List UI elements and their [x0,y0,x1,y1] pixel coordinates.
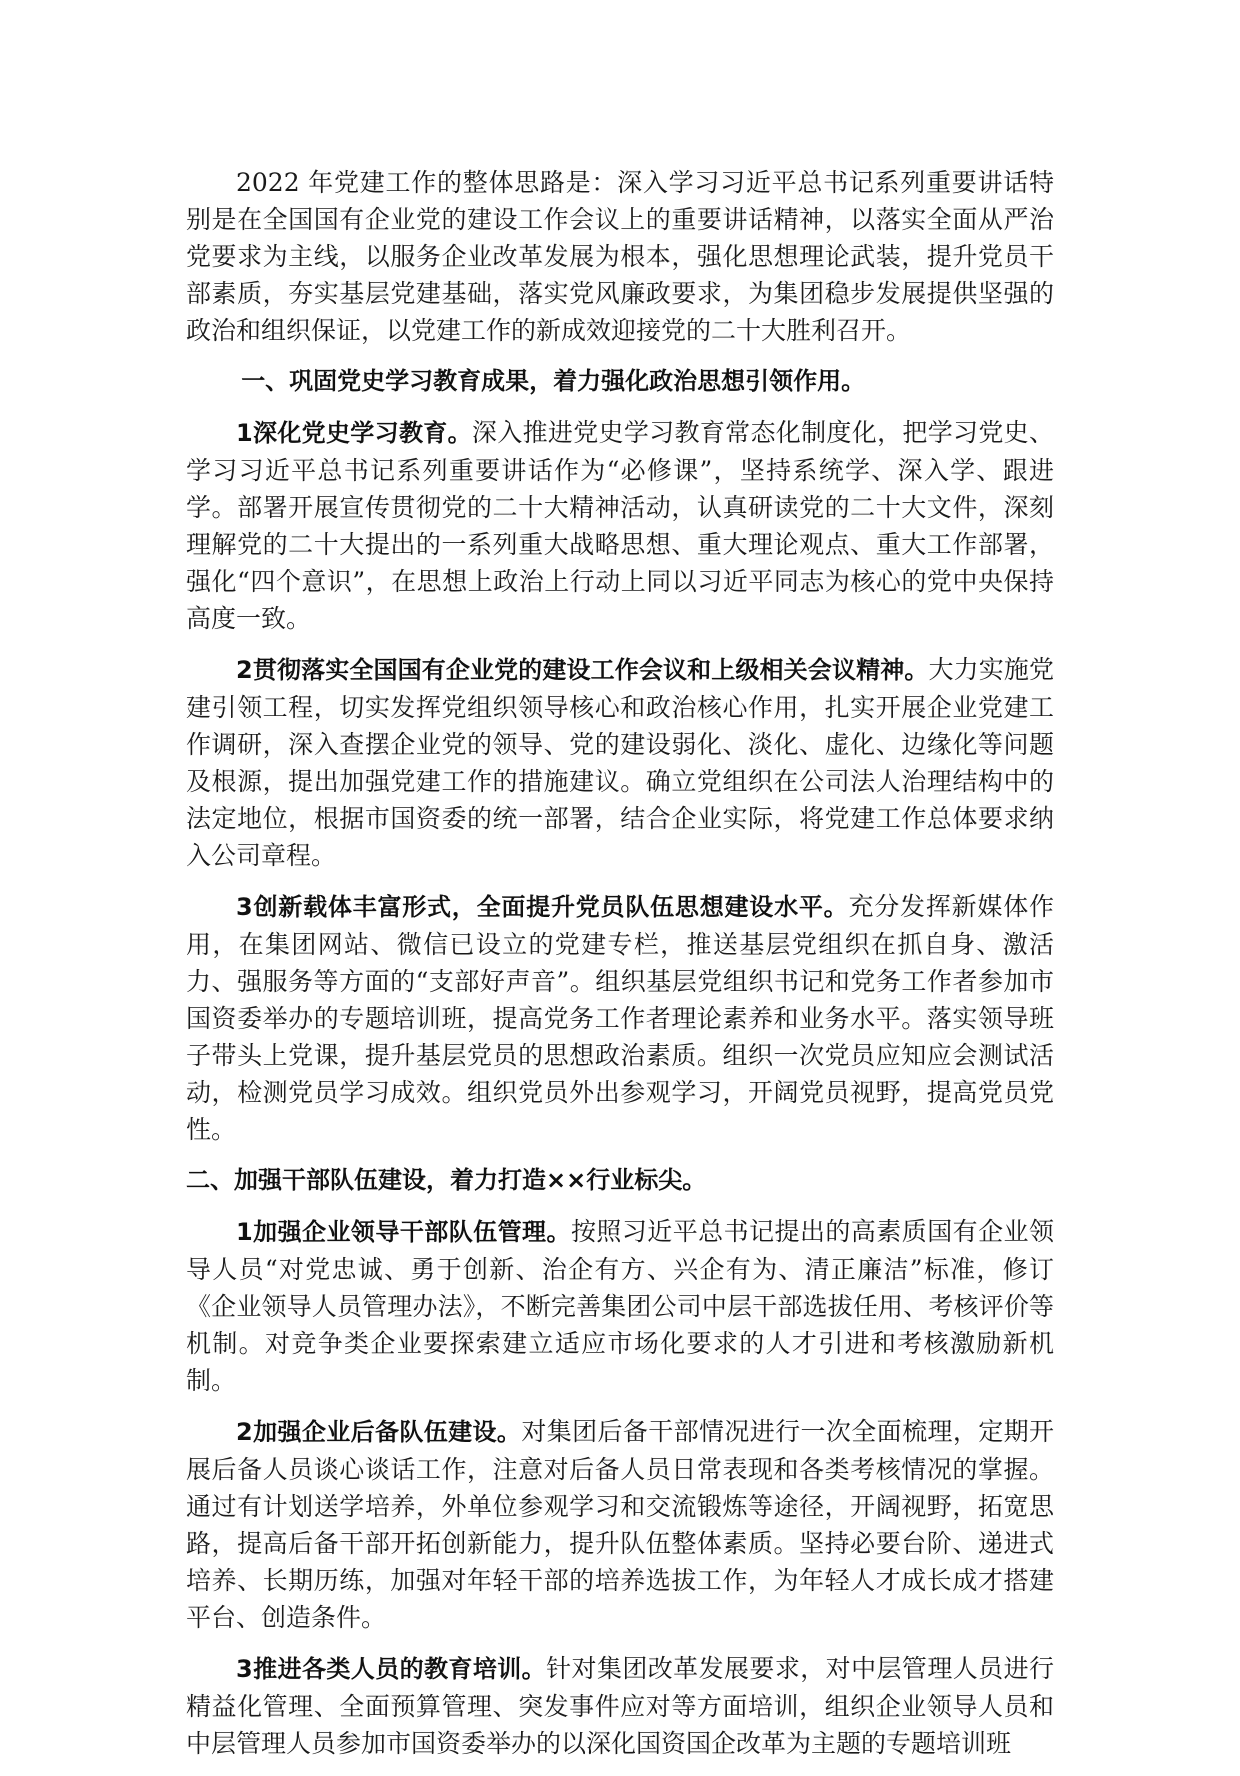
section-2-item-1 [186,1213,1054,1399]
section-2-item-3 [186,1650,1054,1762]
document-body [186,164,1054,1776]
section-1-item-3 [186,888,1054,1148]
section-1-heading: 一、巩固党史学习教育成果，着力强化政治思想引领作用。 [241,367,866,395]
section-2-item-2 [186,1413,1054,1636]
item-body: 大力实施党建引领工程，切实发挥党组织领导核心和政治核心作用，扎实开展企业党建工作调研，深入查摆企业党的领导、党的建设弱化、淡化、虚化、边缘化等问题及根源，提出加强党建工作的措施建议。确立党组织在公司法人治理结构中的法定地位，根据市国资委的统一部署，结合企业实际，将党建工作总体要求纳入公司章程。 [186,655,1054,870]
section-2-heading: 二、加强干部队伍建设，着力打造××行业标尖。 [186,1166,707,1194]
item-lead: 1加强企业领导干部队伍管理。 [236,1218,571,1246]
section-1-item-1 [186,414,1054,637]
item-lead: 3推进各类人员的教育培训。 [236,1655,547,1683]
item-lead: 3创新载体丰富形式，全面提升党员队伍思想建设水平。 [236,893,849,921]
intro-paragraph: 2022 年党建工作的整体思路是：深入学习习近平总书记系列重要讲话特别是在全国国有企业党的建设工作会议上的重要讲话精神，以落实全面从严治党要求为主线，以服务企业改革发展为根本，强化思想理论武装，提升党员干部素质，夯实基层党建基础，落实党风廉政要求，为集团稳步发展提供坚强的政治和组织保证，以党建工作的新成效迎接党的二十大胜利召开。 [186,168,1054,345]
item-body: 对集团后备干部情况进行一次全面梳理，定期开展后备人员谈心谈话工作，注意对后备人员日常表现和各类考核情况的掌握。通过有计划送学培养，外单位参观学习和交流锻炼等途径，开阔视野，拓宽思路，提高后备干部开拓创新能力，提升队伍整体素质。坚持必要台阶、递进式培养、长期历练，加强对年轻干部的培养选拔工作，为年轻人才成长成才搭建平台、创造条件。 [186,1417,1054,1632]
item-body: 充分发挥新媒体作用，在集团网站、微信已设立的党建专栏，推送基层党组织在抓自身、激活力、强服务等方面的“支部好声音”。组织基层党组织书记和党务工作者参加市国资委举办的专题培训班，提高党务工作者理论素养和业务水平。落实领导班子带头上党课，提升基层党员的思想政治素质。组织一次党员应知应会测试活动，检测党员学习成效。组织党员外出参观学习，开阔党员视野，提高党员党性。 [186,892,1054,1144]
item-body: 按照习近平总书记提出的高素质国有企业领导人员“对党忠诚、勇于创新、治企有方、兴企有为、清正廉洁”标准，修订《企业领导人员管理办法》，不断完善集团公司中层干部选拔任用、考核评价等机制。对竞争类企业要探索建立适应市场化要求的人才引进和考核激励新机制。 [186,1217,1054,1395]
item-lead: 1深化党史学习教育。 [236,419,472,447]
item-lead: 2贯彻落实全国国有企业党的建设工作会议和上级相关会议精神。 [236,656,929,684]
item-body: 深入推进党史学习教育常态化制度化，把学习党史、学习习近平总书记系列重要讲话作为“必修课”，坚持系统学、深入学、跟进学。部署开展宣传贯彻党的二十大精神活动，认真研读党的二十大文件，深刻理解党的二十大提出的一系列重大战略思想、重大理论观点、重大工作部署，强化“四个意识”，在思想上政治上行动上同以习近平同志为核心的党中央保持高度一致。 [186,418,1054,633]
item-body: 针对集团改革发展要求，对中层管理人员进行精益化管理、全面预算管理、突发事件应对等方面培训，组织企业领导人员和中层管理人员参加市国资委举办的以深化国资国企改革为主题的专题培训班 [186,1654,1054,1758]
item-lead: 2加强企业后备队伍建设。 [236,1418,522,1446]
section-1-item-2 [186,651,1054,874]
